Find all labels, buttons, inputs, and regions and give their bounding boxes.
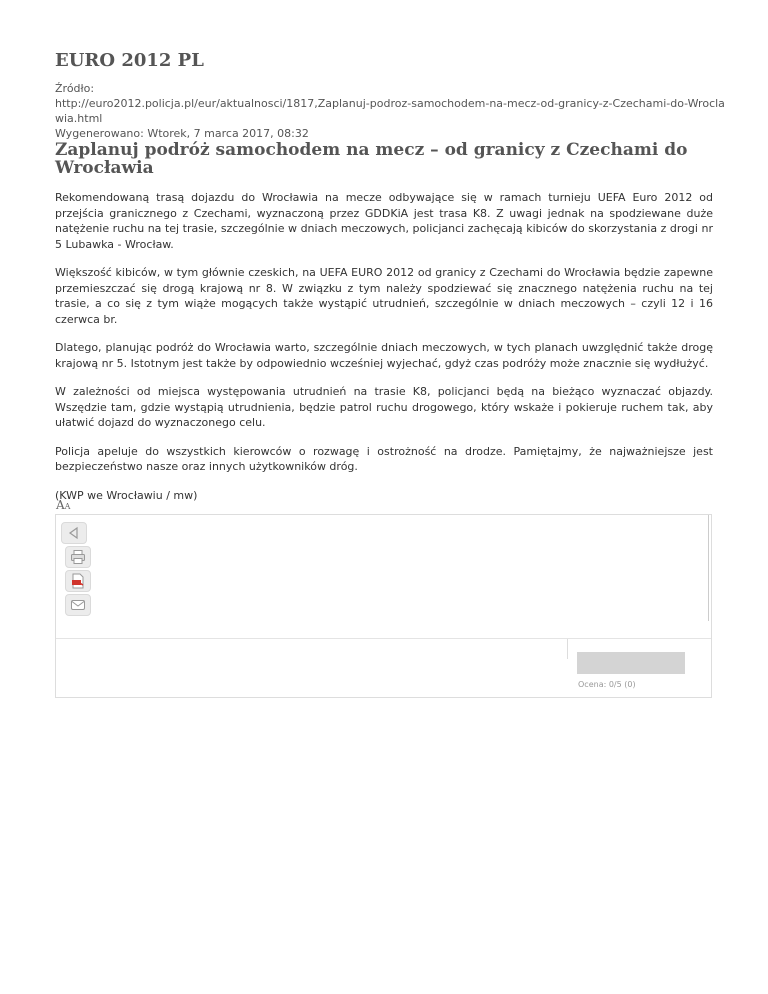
divider — [56, 638, 711, 639]
rating-label: Ocena: 0/5 (0) — [578, 680, 636, 689]
article-title: Zaplanuj podróż samochodem na mecz – od granicy z Czechami do Wrocławia — [55, 140, 688, 178]
divider — [567, 639, 568, 659]
rating-stars[interactable] — [577, 652, 685, 674]
email-button[interactable] — [65, 594, 91, 616]
article-paragraph: Policja apeluje do wszystkich kierowców o rozwagę i ostrożność na drodze. Pamiętajmy, że najważniejsze jest bezpieczeństwo nasze oraz innych użytkowników dróg. — [55, 444, 713, 473]
source-label: Źródło: — [55, 82, 95, 95]
article-body — [55, 190, 713, 516]
pdf-icon — [70, 573, 86, 589]
article-paragraph: Większość kibiców, w tym głównie czeskich, na UEFA EURO 2012 od granicy z Czechami do Wrocławia będzie zapewne przemieszczać się drogą krajową nr 8. W związku z tym należy spodziewać się znacznego natężenia ruchu na tej trasie, a co się z tym wiąże mogących także wystąpić utrudnień, szczególnie w dniach meczowych – czyli 12 i 16 czerwca br. — [55, 266, 713, 326]
pdf-button[interactable] — [65, 570, 91, 592]
article-paragraph: W zależności od miejsca występowania utrudnień na trasie K8, policjanci będą na bieżąco wyznaczać objazdy. Wszędzie tam, gdzie wystąpią utrudnienia, będzie patrol ruchu drogowego, który wskaże i pokieruje ruchem tak, aby ułatwić dojazd do wyznaczonego celu. — [55, 385, 713, 429]
print-button[interactable] — [65, 546, 91, 568]
divider — [708, 515, 709, 621]
print-meta — [55, 81, 725, 141]
generated-date: Wygenerowano: Wtorek, 7 marca 2017, 08:32 — [55, 127, 309, 140]
text-size-icon[interactable] — [56, 498, 74, 514]
back-icon — [67, 526, 81, 540]
article-paragraph: Rekomendowaną trasą dojazdu do Wrocławia na mecze odbywające się w ramach turnieju UEFA Euro 2012 od przejścia granicznego z Czechami, wyznaczoną przez GDDKiA jest trasa K8. Z uwagi jednak na spodziewane duże natężenie ruchu na tej trasie, szczególnie w dniach meczowych, policjanci zachęcają kibiców do skorzystania z drogi nr 5 Lubawka - Wrocław. — [55, 191, 713, 251]
back-button[interactable] — [61, 522, 87, 544]
article-paragraph: Dlatego, planując podróż do Wrocławia warto, szczególnie dniach meczowych, w tych planach uwzględnić także drogę krajową nr 5. Istotnym jest także by odpowiednio wcześniej wyjechać, gdyż czas podróży może znacznie się wydłużyć. — [55, 341, 713, 370]
text-size-big: A — [56, 498, 65, 512]
text-size-small: A — [64, 502, 71, 511]
article-tools-panel — [55, 514, 712, 698]
print-icon — [70, 549, 86, 565]
site-title: EURO 2012 PL — [55, 50, 204, 71]
mail-icon — [70, 598, 86, 612]
article-signature: (KWP we Wrocławiu / mw) — [55, 488, 198, 502]
source-url: http://euro2012.policja.pl/eur/aktualnosci/1817,Zaplanuj-podroz-samochodem-na-mecz-od-granicy-z-Czechami-do-Wroclawia.html — [55, 97, 725, 125]
